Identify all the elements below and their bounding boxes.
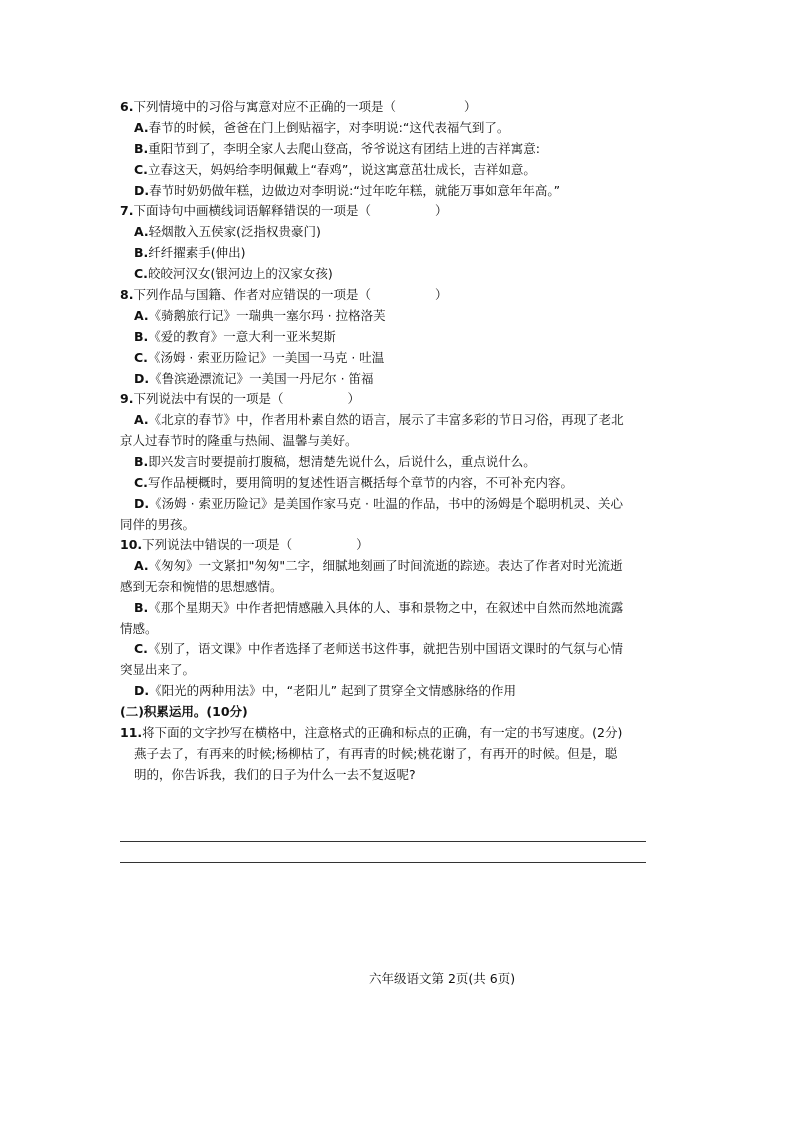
passage-line-2: 明的，你告诉我，我们的日子为什么一去不复返呢? (134, 767, 416, 782)
option-letter: B. (134, 600, 149, 615)
option-9c (134, 474, 573, 492)
passage-line-1: 燕子去了，有再来的时候;杨柳枯了，有再青的时候;桃花谢了，有再开的时候。但是，聪 (134, 746, 618, 761)
option-10c-cont (120, 661, 195, 679)
option-6a (134, 119, 509, 137)
option-9d (134, 495, 623, 513)
option-letter: D. (134, 371, 150, 386)
option-letter: B. (134, 141, 149, 156)
option-7c (134, 265, 333, 283)
question-7-stem (120, 202, 447, 220)
option-7b (134, 244, 246, 262)
writing-line-2[interactable] (120, 862, 646, 863)
option-6b (134, 140, 540, 158)
question-text: 下列说法中错误的一项是（ (142, 537, 293, 552)
question-number: 8. (120, 287, 134, 302)
question-close: ） (347, 391, 360, 406)
option-10a-cont (120, 578, 283, 596)
question-close: ） (434, 287, 448, 302)
question-6-stem (120, 98, 476, 116)
option-text: 《阳光的两种用法》中，“老阳儿” 起到了贯穿全文情感脉络的作用 (149, 683, 517, 698)
question-close: ） (434, 203, 448, 218)
option-10b-cont (120, 620, 158, 638)
option-text: 《匆匆》一文紧扣"匆匆"二字，细腻地刻画了时间流逝的踪迹。表达了作者对时光流逝 (148, 558, 623, 573)
option-text-cont: 突显出来了。 (120, 662, 196, 677)
option-letter: C. (134, 641, 148, 656)
question-close: ） (463, 99, 477, 114)
question-9-stem (120, 390, 360, 408)
option-8a (134, 307, 386, 325)
option-letter: D. (134, 183, 150, 198)
option-text: 《鲁滨逊漂流记》一美国一丹尼尔 · 笛福 (149, 371, 374, 386)
option-text-cont: 同伴的男孩。 (120, 517, 196, 532)
question-11-stem (120, 724, 622, 742)
page-footer: 六年级语文第 2页(共 6页) (369, 971, 516, 986)
option-text: 纤纤擢素手(伸出) (148, 245, 246, 260)
option-letter: A. (134, 558, 149, 573)
option-letter: C. (134, 475, 148, 490)
question-text: 将下面的文字抄写在横格中，注意格式的正确和标点的正确，有一定的书写速度。(2分) (142, 725, 623, 740)
option-letter: D. (134, 683, 150, 698)
option-text-cont: 京人过春节时的隆重与热闹、温馨与美好。 (120, 433, 358, 448)
option-10a (134, 557, 623, 575)
option-text: 重阳节到了，李明全家人去爬山登高，爷爷说这有团结上进的吉祥寓意: (148, 141, 540, 156)
option-10d (134, 682, 516, 700)
option-6d (134, 182, 560, 200)
option-8b (134, 328, 336, 346)
option-letter: A. (134, 120, 149, 135)
option-text: 皎皎河汉女(银河边上的汉家女孩) (147, 266, 333, 281)
option-10c (134, 640, 623, 658)
option-8c (134, 349, 384, 367)
option-9d-cont (120, 516, 195, 534)
option-letter: A. (134, 412, 149, 427)
question-text: 下面诗句中画横线词语解释错误的一项是（ (133, 203, 371, 218)
option-text: 春节的时候，爸爸在门上倒贴福字，对李明说:“这代表福气到了。 (148, 120, 510, 135)
option-letter: D. (134, 496, 150, 511)
option-7a (134, 223, 321, 241)
option-text-cont: 情感。 (120, 621, 158, 636)
question-number: 6. (120, 99, 134, 114)
question-10-stem (120, 536, 369, 554)
option-text: 春节时奶奶做年糕，边做边对李明说:“过年吃年糕，就能万事如意年年高。” (149, 183, 561, 198)
option-text: 轻烟散入五侯家(泛指权贵豪门) (148, 224, 321, 239)
option-letter: C. (134, 162, 148, 177)
question-text: 下列说法中有误的一项是（ (133, 391, 284, 406)
option-text: 《那个星期天》中作者把情感融入具体的人、事和景物之中，在叙述中自然而然地流露 (148, 600, 624, 615)
writing-line-1[interactable] (120, 841, 646, 842)
option-letter: B. (134, 245, 149, 260)
question-number: 11. (120, 725, 143, 740)
option-letter: B. (134, 454, 149, 469)
option-letter: C. (134, 266, 148, 281)
option-text: 《北京的春节》中，作者用朴素自然的语言，展示了丰富多彩的节日习俗，再现了老北 (148, 412, 624, 427)
question-text: 下列情境中的习俗与寓意对应不正确的一项是（ (133, 99, 396, 114)
option-8d (134, 370, 374, 388)
option-9a (134, 411, 624, 429)
section-heading: (二)积累运用。(10分) (120, 704, 248, 719)
option-10b (134, 599, 623, 617)
option-letter: B. (134, 329, 149, 344)
option-text: 《汤姆 · 索亚历险记》是美国作家马克 · 吐温的作品，书中的汤姆是个聪明机灵、关心 (149, 496, 623, 511)
question-text: 下列作品与国籍、作者对应错误的一项是（ (133, 287, 371, 302)
option-text: 立春这天，妈妈给李明佩戴上“春鸡”，说这寓意茁壮成长，吉祥如意。 (147, 162, 536, 177)
question-number: 9. (120, 391, 134, 406)
option-text: 《爱的教育》一意大利一亚米契斯 (148, 329, 336, 344)
option-letter: C. (134, 350, 148, 365)
option-text: 《别了，语文课》中作者选择了老师送书这件事，就把告别中国语文课时的气氛与心情 (147, 641, 623, 656)
question-number: 10. (120, 537, 143, 552)
question-close: ） (356, 537, 369, 552)
option-text: 即兴发言时要提前打腹稿，想清楚先说什么，后说什么，重点说什么。 (148, 454, 536, 469)
question-8-stem (120, 286, 447, 304)
option-letter: A. (134, 224, 149, 239)
option-9b (134, 453, 536, 471)
option-9a-cont (120, 432, 358, 450)
question-number: 7. (120, 203, 134, 218)
option-letter: A. (134, 308, 149, 323)
option-text: 《汤姆 · 索亚历险记》一美国一马克 · 吐温 (147, 350, 385, 365)
option-text: 写作品梗概时，要用简明的复述性语言概括每个章节的内容，不可补充内容。 (147, 475, 573, 490)
option-text-cont: 感到无奈和惋惜的思想感情。 (120, 579, 283, 594)
option-text: 《骑鹅旅行记》一瑞典一塞尔玛 · 拉格洛芙 (148, 308, 386, 323)
option-6c (134, 161, 536, 179)
